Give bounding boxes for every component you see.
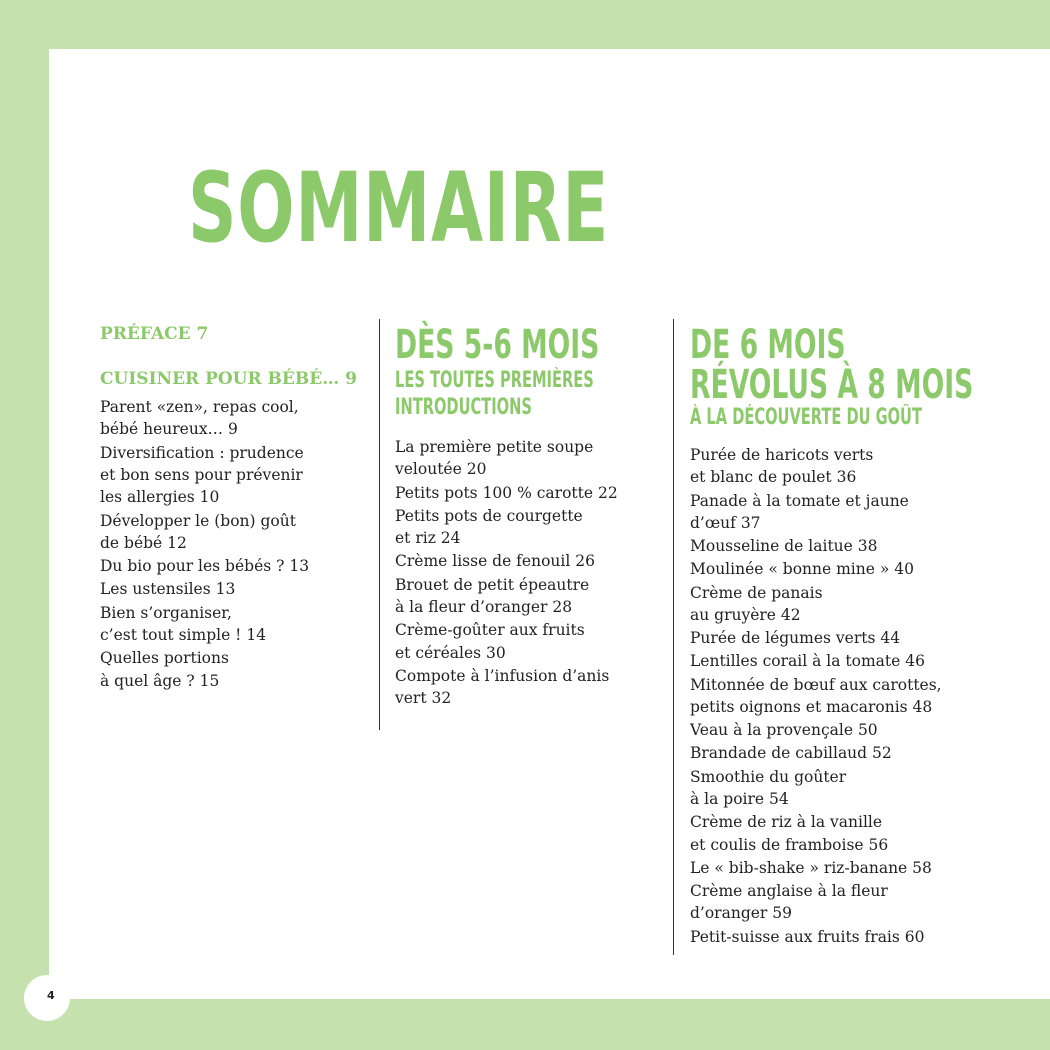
column-divider-2 <box>673 319 674 955</box>
toc-entry[interactable]: Les ustensiles 13 <box>100 580 236 599</box>
toc-preface[interactable]: PRÉFACE 7 <box>100 324 209 344</box>
section-heading-age-line2: RÉVOLUS À 8 MOIS <box>690 362 974 408</box>
toc-entry[interactable]: Mitonnée de bœuf aux carottes, petits oignons et macaronis 48 <box>690 675 942 717</box>
toc-entry[interactable]: Purée de légumes verts 44 <box>690 629 901 648</box>
toc-list <box>690 444 1010 948</box>
toc-entry[interactable]: Mousseline de laitue 38 <box>690 537 878 556</box>
section-heading-age-line1: DE 6 MOIS <box>690 322 846 368</box>
toc-entry[interactable]: La première petite soupe veloutée 20 <box>395 438 594 479</box>
section-subheading-line2: INTRODUCTIONS <box>395 395 532 420</box>
toc-column-2 <box>395 323 665 710</box>
toc-column-1 <box>100 323 365 693</box>
toc-entry[interactable]: Crème de panais au gruyère 42 <box>690 583 823 625</box>
toc-entry[interactable]: Brouet de petit épeautre à la fleur d’oranger 28 <box>395 575 590 617</box>
toc-entry[interactable]: Compote à l’infusion d’anis vert 32 <box>395 666 610 708</box>
toc-entry[interactable]: Brandade de cabillaud 52 <box>690 744 892 763</box>
toc-list <box>100 396 365 692</box>
toc-entry[interactable]: Crème lisse de fenouil 26 <box>395 552 595 571</box>
toc-entry[interactable]: Diversification : prudence et bon sens pour prévenir les allergies 10 <box>100 443 304 507</box>
column-divider-1 <box>379 319 380 730</box>
toc-entry[interactable]: Moulinée « bonne mine » 40 <box>690 560 914 579</box>
toc-entry[interactable]: Quelles portions à quel âge ? 15 <box>100 649 229 690</box>
toc-entry[interactable]: Panade à la tomate et jaune d’œuf 37 <box>690 491 909 533</box>
section-subheading-line1: LES TOUTES PREMIÈRES <box>395 368 594 393</box>
toc-entry[interactable]: Petit-suisse aux fruits frais 60 <box>690 927 925 946</box>
toc-entry[interactable]: Développer le (bon) goût de bébé 12 <box>100 511 296 553</box>
toc-entry[interactable]: Crème anglaise à la fleur d’oranger 59 <box>690 882 888 923</box>
toc-entry[interactable]: Veau à la provençale 50 <box>690 721 878 740</box>
bottom-band <box>0 999 1050 1050</box>
toc-entry[interactable]: Smoothie du goûter à la poire 54 <box>690 767 847 809</box>
toc-entry[interactable]: Crème de riz à la vanille et coulis de framboise 56 <box>690 813 889 854</box>
toc-list <box>395 436 665 710</box>
toc-column-3 <box>690 323 1010 949</box>
toc-entry[interactable]: Bien s’organiser, c’est tout simple ! 14 <box>100 603 267 645</box>
toc-entry[interactable]: Petits pots 100 % carotte 22 <box>395 483 618 502</box>
section-subheading: À LA DÉCOUVERTE DU GOÛT <box>690 405 922 430</box>
page-title: SOMMAIRE <box>188 152 610 264</box>
page-number: 4 <box>47 989 55 1002</box>
section-heading-age: DÈS 5-6 MOIS <box>395 322 600 368</box>
toc-entry[interactable]: Petits pots de courgette et riz 24 <box>395 506 583 548</box>
toc-entry[interactable]: Purée de haricots verts et blanc de poulet 36 <box>690 446 874 487</box>
toc-section-cuisiner[interactable]: CUISINER POUR BÉBÉ… 9 <box>100 369 357 389</box>
toc-entry[interactable]: Parent «zen», repas cool, bébé heureux… 9 <box>100 398 299 439</box>
toc-entry[interactable]: Du bio pour les bébés ? 13 <box>100 557 310 576</box>
toc-entry[interactable]: Lentilles corail à la tomate 46 <box>690 652 925 671</box>
toc-entry[interactable]: Crème-goûter aux fruits et céréales 30 <box>395 621 585 662</box>
toc-entry[interactable]: Le « bib-shake » riz-banane 58 <box>690 858 932 877</box>
